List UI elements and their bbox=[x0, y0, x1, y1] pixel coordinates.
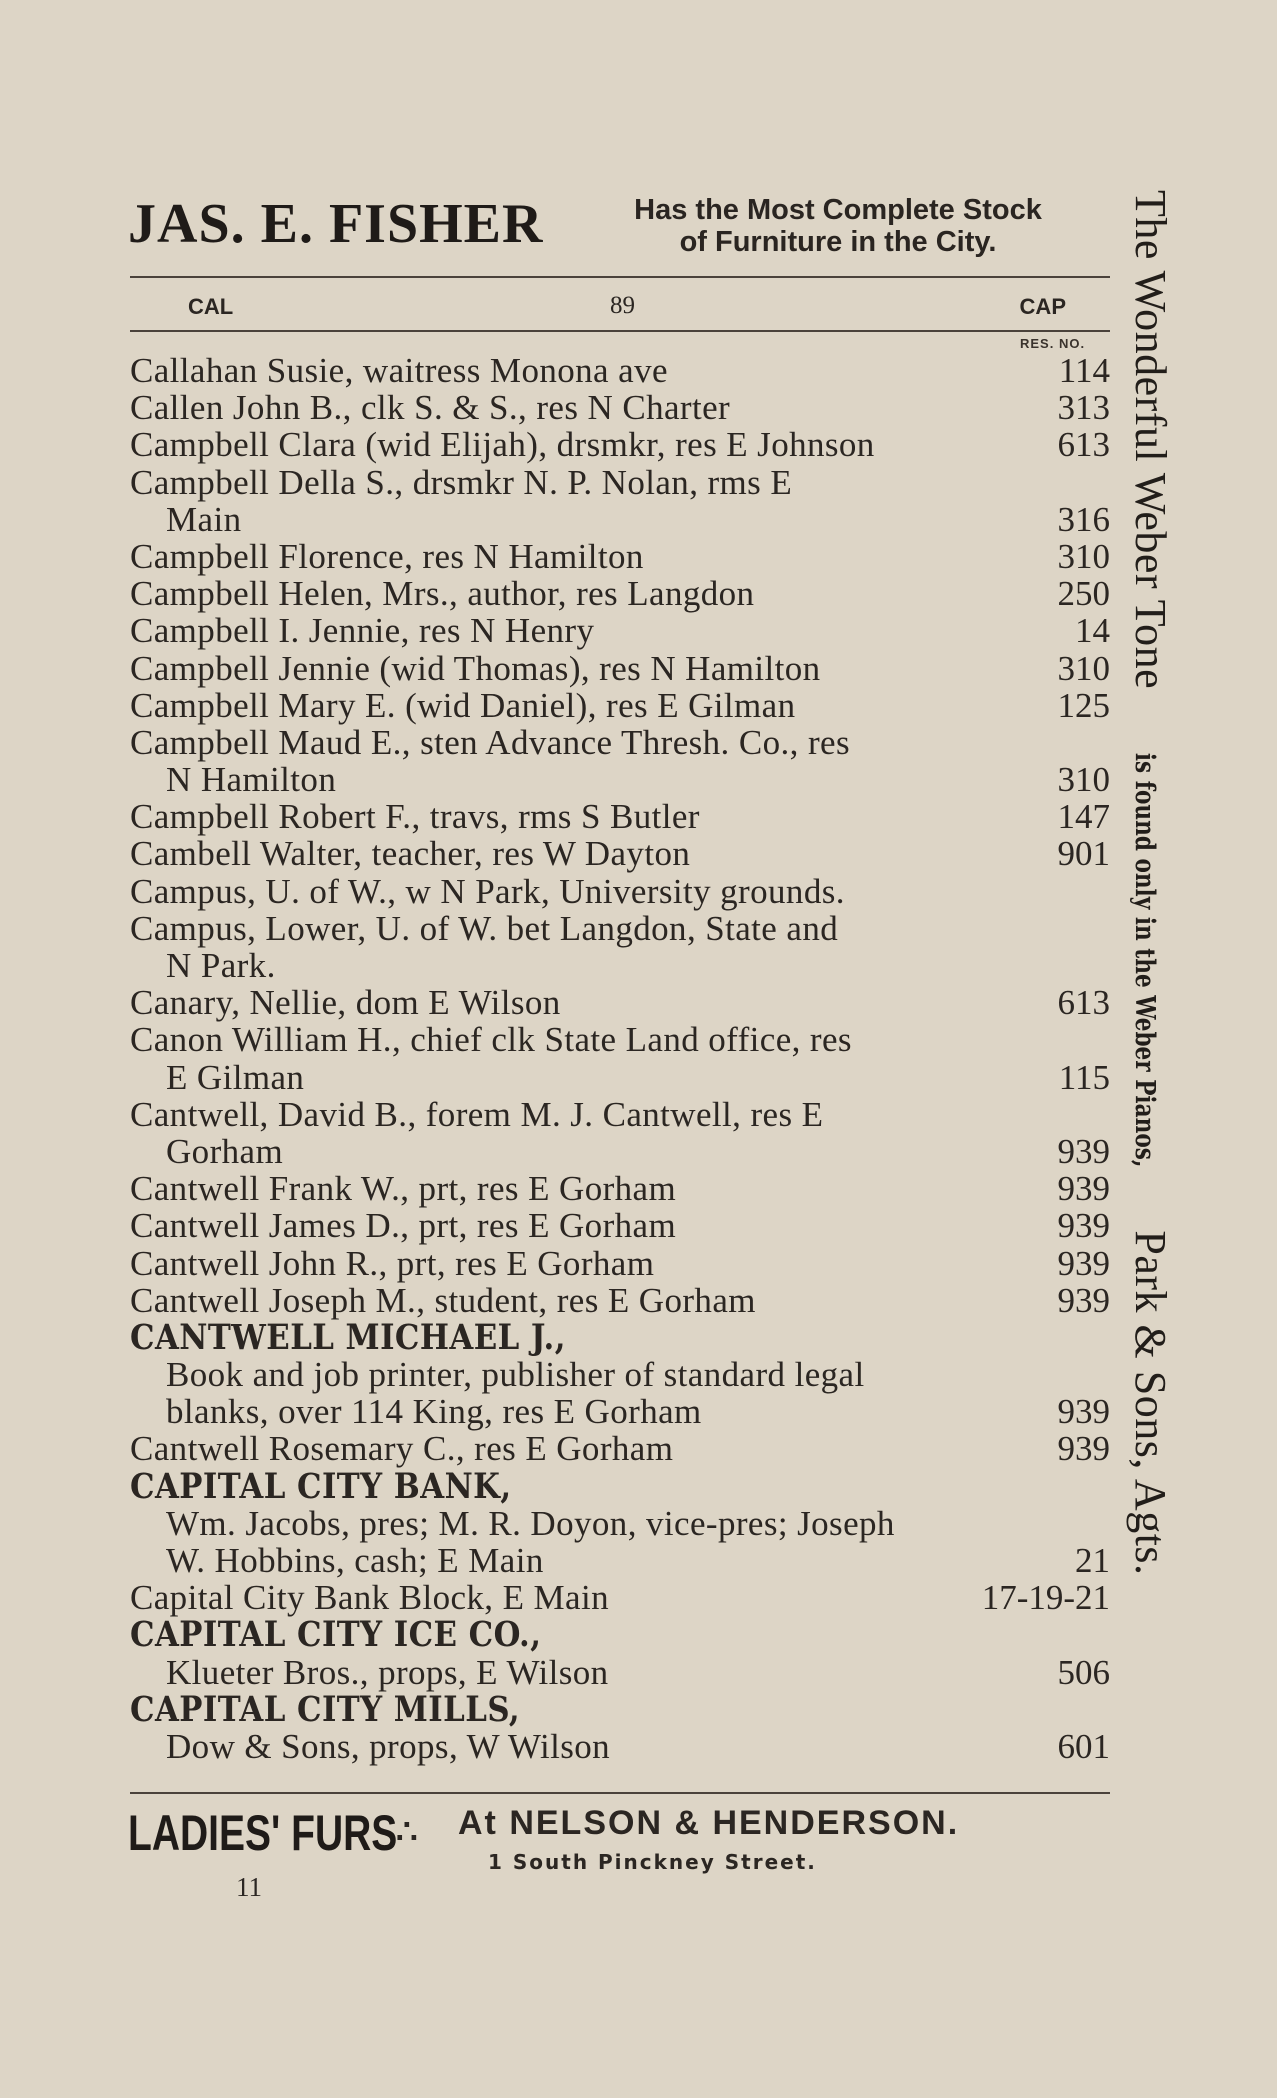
entry-res-number: 310 bbox=[1057, 648, 1110, 688]
entry-text: Cantwell, David B., forem M. J. Cantwell, res E bbox=[130, 1094, 824, 1134]
directory-entry bbox=[130, 798, 1110, 835]
entry-res-number: 601 bbox=[1057, 1726, 1110, 1766]
residence-number-label: RES. NO. bbox=[1020, 336, 1086, 351]
footer-ad-product: LADIES' FURS bbox=[128, 1805, 398, 1861]
business-heading bbox=[130, 1465, 1110, 1507]
entry-res-number: 14 bbox=[1075, 611, 1110, 651]
entry-text: Campbell Helen, Mrs., author, res Langdon bbox=[130, 574, 755, 614]
entry-text: N Park. bbox=[166, 946, 276, 985]
directory-entry bbox=[130, 612, 1110, 649]
entry-text: Campbell Jennie (wid Thomas), res N Hamilton bbox=[130, 648, 821, 688]
directory-entry bbox=[130, 1728, 1110, 1765]
page-number: 89 bbox=[610, 292, 635, 319]
entry-res-number: 147 bbox=[1057, 797, 1110, 837]
directory-entry bbox=[130, 1430, 1110, 1467]
entry-res-number: 506 bbox=[1057, 1652, 1110, 1692]
advertiser-name: JAS. E. FISHER bbox=[128, 193, 544, 255]
entry-text: CAPITAL CITY MILLS, bbox=[130, 1688, 521, 1730]
directory-entry bbox=[130, 1505, 1110, 1542]
directory-entry bbox=[130, 1579, 1110, 1616]
footer-ad-separator: ∴ bbox=[396, 1814, 418, 1851]
directory-entry bbox=[130, 1654, 1110, 1691]
entry-text: CAPITAL CITY ICE CO., bbox=[130, 1614, 542, 1656]
directory-entry bbox=[130, 352, 1110, 389]
entry-res-number: 316 bbox=[1057, 499, 1110, 539]
entry-text: Campbell I. Jennie, res N Henry bbox=[130, 611, 595, 651]
directory-entry bbox=[130, 1207, 1110, 1244]
directory-entry bbox=[130, 426, 1110, 463]
entry-text: Canon William H., chief clk State Land office, res bbox=[130, 1020, 852, 1060]
directory-entry bbox=[130, 575, 1110, 612]
entry-res-number: 901 bbox=[1057, 834, 1110, 874]
tagline-line-2: of Furniture in the City. bbox=[679, 226, 997, 258]
entry-text: Campbell Della S., drsmkr N. P. Nolan, rms E bbox=[130, 462, 793, 502]
entry-text: Cantwell John R., prt, res E Gorham bbox=[130, 1243, 655, 1283]
entry-res-number: 613 bbox=[1057, 983, 1110, 1023]
entry-text: blanks, over 114 King, res E Gorham bbox=[166, 1392, 702, 1432]
directory-entry bbox=[130, 947, 1110, 984]
directory-entry bbox=[130, 650, 1110, 687]
footer-ad-address: 1 South Pinckney Street. bbox=[488, 1850, 817, 1874]
signature-folio: 11 bbox=[236, 1872, 262, 1902]
running-head-rule bbox=[130, 330, 1110, 332]
running-head bbox=[130, 290, 1110, 326]
entry-res-number: 939 bbox=[1057, 1280, 1110, 1320]
directory-entry bbox=[130, 1133, 1110, 1170]
tagline-line-1: Has the Most Complete Stock bbox=[634, 194, 1042, 226]
entry-text: Canary, Nellie, dom E Wilson bbox=[130, 983, 561, 1023]
entry-text: Campus, Lower, U. of W. bet Langdon, State and bbox=[130, 908, 839, 948]
entry-text: Callen John B., clk S. & S., res N Charter bbox=[130, 388, 731, 428]
entry-res-number: 613 bbox=[1057, 425, 1110, 465]
directory-entry bbox=[130, 1096, 1110, 1133]
entry-text: Wm. Jacobs, pres; M. R. Doyon, vice-pres; Joseph bbox=[166, 1503, 895, 1543]
directory-entry bbox=[130, 1059, 1110, 1096]
header-advertisement bbox=[128, 190, 1108, 260]
entry-res-number: 939 bbox=[1057, 1206, 1110, 1246]
directory-entry bbox=[130, 1542, 1110, 1579]
side-advertisement bbox=[1120, 190, 1180, 1870]
header-rule bbox=[130, 276, 1110, 278]
entry-text: Callahan Susie, waitress Monona ave bbox=[130, 351, 668, 390]
entry-text: Dow & Sons, props, W Wilson bbox=[166, 1726, 611, 1766]
entry-res-number: 310 bbox=[1057, 760, 1110, 800]
entry-res-number: 939 bbox=[1057, 1429, 1110, 1469]
entry-text: Cantwell James D., prt, res E Gorham bbox=[130, 1206, 677, 1246]
business-heading bbox=[130, 1614, 1110, 1656]
directory-entry bbox=[130, 1393, 1110, 1430]
footer-ad-merchant: At NELSON & HENDERSON. bbox=[458, 1804, 960, 1842]
entry-text: CANTWELL MICHAEL J., bbox=[130, 1316, 566, 1358]
directory-entry bbox=[130, 501, 1110, 538]
running-head-left: CAL bbox=[188, 294, 234, 319]
entry-res-number: 939 bbox=[1057, 1131, 1110, 1171]
entry-text: Gorham bbox=[166, 1131, 284, 1171]
entry-text: Campbell Maud E., sten Advance Thresh. Co., res bbox=[130, 722, 850, 762]
entry-text: CAPITAL CITY BANK, bbox=[130, 1465, 512, 1507]
entry-res-number: 250 bbox=[1057, 574, 1110, 614]
entry-res-number: 21 bbox=[1075, 1541, 1110, 1580]
directory-entry bbox=[130, 1170, 1110, 1207]
entry-text: Campbell Florence, res N Hamilton bbox=[130, 536, 644, 576]
entry-text: Cambell Walter, teacher, res W Dayton bbox=[130, 834, 691, 874]
entry-res-number: 939 bbox=[1057, 1243, 1110, 1283]
directory-entry bbox=[130, 464, 1110, 501]
business-heading bbox=[130, 1688, 1110, 1730]
running-head-right: CAP bbox=[1019, 294, 1066, 319]
entry-text: Campbell Mary E. (wid Daniel), res E Gilman bbox=[130, 685, 796, 725]
entry-res-number: 115 bbox=[1058, 1057, 1110, 1097]
directory-entry bbox=[130, 1021, 1110, 1058]
directory-listing bbox=[130, 352, 1110, 1765]
directory-entry bbox=[130, 873, 1110, 910]
directory-entry bbox=[130, 724, 1110, 761]
entry-res-number: 939 bbox=[1057, 1392, 1110, 1432]
directory-entry bbox=[130, 1356, 1110, 1393]
directory-entry bbox=[130, 1245, 1110, 1282]
entry-text: Cantwell Rosemary C., res E Gorham bbox=[130, 1429, 674, 1469]
side-ad-part-3: Park & Sons, Agts. bbox=[1126, 1218, 1175, 1576]
entry-res-number: 939 bbox=[1057, 1169, 1110, 1209]
directory-entry bbox=[130, 761, 1110, 798]
entry-text: W. Hobbins, cash; E Main bbox=[166, 1541, 544, 1580]
entry-text: Capital City Bank Block, E Main bbox=[130, 1578, 610, 1618]
entry-text: Campus, U. of W., w N Park, University grounds. bbox=[130, 871, 845, 911]
directory-entry bbox=[130, 1282, 1110, 1319]
entry-text: E Gilman bbox=[166, 1057, 305, 1097]
side-ad-part-2: is found only in the Weber Pianos, bbox=[1129, 752, 1160, 1168]
entry-text: N Hamilton bbox=[166, 760, 337, 800]
entry-res-number: 310 bbox=[1057, 536, 1110, 576]
side-ad-part-1: The Wonderful Weber Tone bbox=[1126, 190, 1175, 701]
entry-text: Main bbox=[166, 499, 242, 539]
entry-text: Cantwell Frank W., prt, res E Gorham bbox=[130, 1169, 677, 1209]
directory-entry bbox=[130, 835, 1110, 872]
entry-res-number: 114 bbox=[1058, 351, 1110, 390]
entry-text: Campbell Clara (wid Elijah), drsmkr, res E Johnson bbox=[130, 425, 875, 465]
footer-advertisement bbox=[128, 1798, 1108, 1908]
entry-text: Cantwell Joseph M., student, res E Gorham bbox=[130, 1280, 756, 1320]
directory-entry bbox=[130, 538, 1110, 575]
advertiser-tagline bbox=[568, 194, 1108, 258]
directory-entry bbox=[130, 910, 1110, 947]
entry-res-number: 313 bbox=[1057, 388, 1110, 428]
entry-res-number: 17-19-21 bbox=[981, 1578, 1110, 1618]
entry-text: Campbell Robert F., travs, rms S Butler bbox=[130, 797, 700, 837]
entry-res-number: 125 bbox=[1057, 685, 1110, 725]
entry-text: Book and job printer, publisher of standard legal bbox=[166, 1355, 865, 1395]
directory-entry bbox=[130, 389, 1110, 426]
directory-entry bbox=[130, 984, 1110, 1021]
directory-entry bbox=[130, 687, 1110, 724]
entry-text: Klueter Bros., props, E Wilson bbox=[166, 1652, 609, 1692]
business-heading bbox=[130, 1316, 1110, 1358]
footer-rule bbox=[130, 1792, 1110, 1794]
